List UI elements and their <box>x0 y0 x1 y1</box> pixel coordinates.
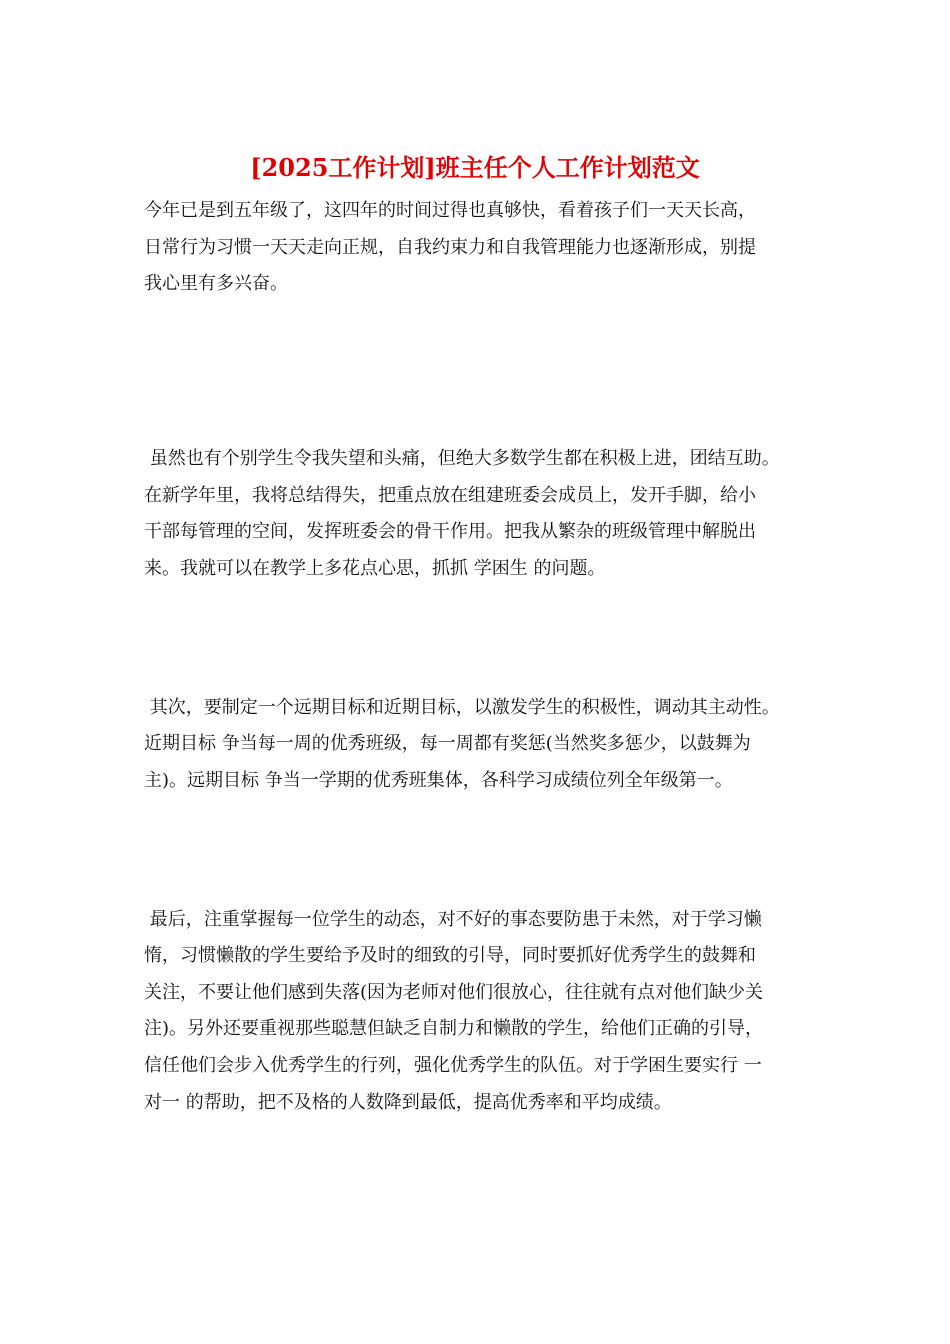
paragraph-line: 来。我就可以在教学上多花点心思，抓抓 学困生 的问题。 <box>144 558 606 579</box>
paragraph-line: 日常行为习惯一天天走向正规，自我约束力和自我管理能力也逐渐形成，别提 <box>144 237 756 258</box>
paragraph-line: 最后，注重掌握每一位学生的动态，对不好的事态要防患于未然，对于学习懒 <box>144 909 762 930</box>
paragraph-line: 信任他们会步入优秀学生的行列，强化优秀学生的队伍。对于学困生要实行 一 <box>144 1055 762 1076</box>
paragraph-line: 注)。另外还要重视那些聪慧但缺乏自制力和懒散的学生，给他们正确的引导， <box>144 1018 764 1039</box>
paragraph-line: 干部每管理的空间，发挥班委会的骨干作用。把我从繁杂的班级管理中解脱出 <box>144 521 756 542</box>
paragraph-line: 今年已是到五年级了，这四年的时间过得也真够快，看着孩子们一天天长高， <box>144 200 756 221</box>
document-title: [2025工作计划]班主任个人工作计划范文 <box>250 153 700 182</box>
paragraph-line: 主)。远期目标 争当一学期的优秀班集体，各科学习成绩位列全年级第一。 <box>144 770 733 791</box>
paragraph-line: 惰，习惯懒散的学生要给予及时的细致的引导，同时要抓好优秀学生的鼓舞和 <box>144 945 756 966</box>
paragraph-line: 其次，要制定一个远期目标和近期目标，以激发学生的积极性，调动其主动性。 <box>144 697 780 718</box>
paragraph-line: 近期目标 争当每一周的优秀班级，每一周都有奖惩(当然奖多惩少，以鼓舞为 <box>144 733 751 754</box>
paragraph-line: 我心里有多兴奋。 <box>144 273 288 294</box>
paragraph-line: 关注，不要让他们感到失落(因为老师对他们很放心，往往就有点对他们缺少关 <box>144 982 764 1003</box>
paragraph-line: 对一 的帮助，把不及格的人数降到最低，提高优秀率和平均成绩。 <box>144 1092 672 1113</box>
paragraph-line: 虽然也有个别学生令我失望和头痛，但绝大多数学生都在积极上进，团结互助。 <box>144 448 780 469</box>
paragraph-line: 在新学年里，我将总结得失，把重点放在组建班委会成员上，发开手脚，给小 <box>144 485 756 506</box>
